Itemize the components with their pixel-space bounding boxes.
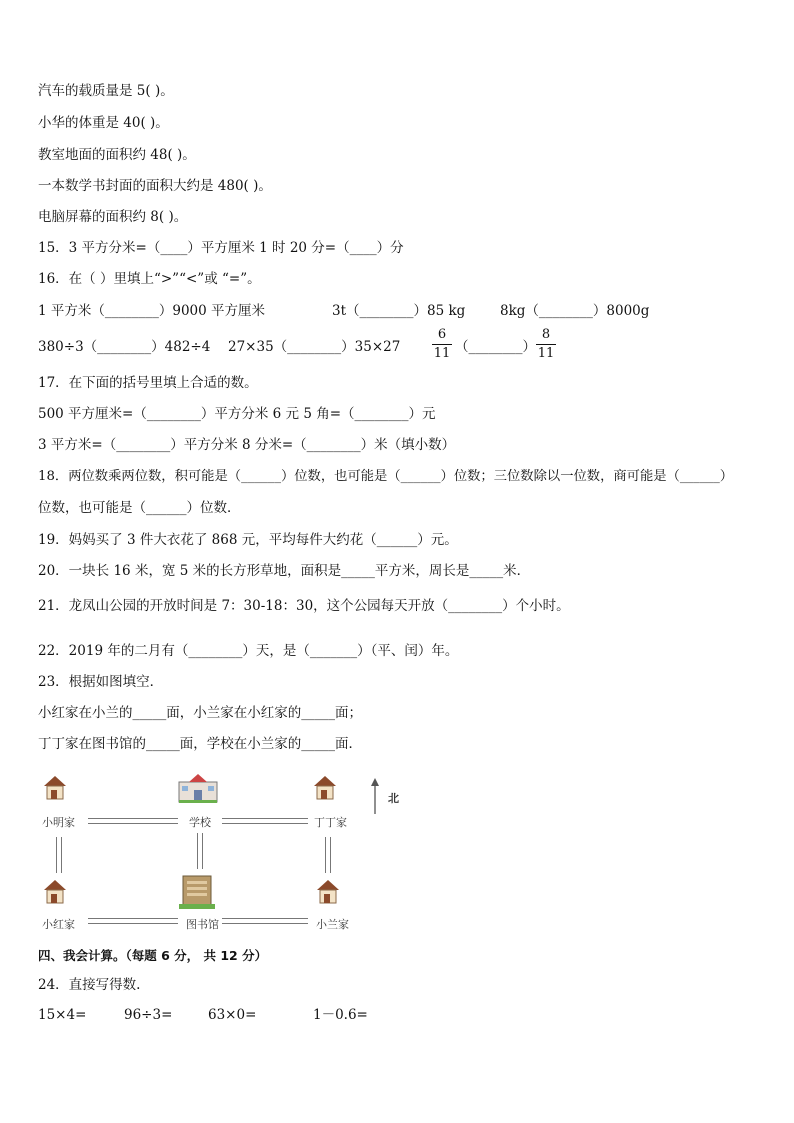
question-21: 21．龙凤山公园的开放时间是 7：30-18：30，这个公园每天开放（________）个小时。 — [38, 598, 570, 614]
school-icon — [177, 772, 219, 804]
unit-line-weight: 小华的体重是 40( )。 — [38, 115, 169, 131]
label-dingding: 丁丁家 — [314, 816, 347, 829]
q23-line-2: 丁丁家在图书馆的_____面，学校在小兰家的_____面． — [38, 736, 362, 752]
calc-item: 1－0.6= — [313, 1007, 368, 1023]
unit-line-truck: 汽车的载质量是 5( )。 — [38, 83, 174, 99]
house-icon — [42, 878, 68, 906]
road — [222, 918, 308, 924]
library-icon — [179, 872, 215, 910]
house-icon — [315, 878, 341, 906]
q16-item-1: 1 平方米（________）9000 平方厘米 — [38, 303, 266, 319]
question-24: 24．直接写得数. — [38, 977, 141, 993]
direction-map — [36, 770, 406, 935]
label-north: 北 — [388, 792, 399, 805]
question-23: 23．根据如图填空． — [38, 674, 164, 690]
unit-line-classroom: 教室地面的面积约 48( )。 — [38, 147, 196, 163]
fraction-8-11: $\frac{8}{11}$ — [537, 327, 555, 361]
label-library: 图书馆 — [186, 918, 219, 931]
question-15: 15．3 平方分米=（____）平方厘米 1 时 20 分=（____）分 — [38, 240, 404, 256]
q17-line-2: 3 平方米=（________）平方分米 8 分米=（________）米（填小数） — [38, 437, 456, 453]
label-xiaolan: 小兰家 — [316, 918, 349, 931]
road — [88, 818, 178, 824]
label-school: 学校 — [189, 816, 211, 829]
road — [88, 918, 178, 924]
calc-item: 15×4= — [38, 1007, 87, 1023]
question-18-line-1: 18．两位数乘两位数，积可能是（______）位数，也可能是（______）位数；三位数除以一位数，商可能是（______） — [38, 469, 734, 484]
q16-item-5: 27×35（________）35×27 — [228, 339, 401, 355]
q17-line-1: 500 平方厘米=（________）平方分米 6 元 5 角=（________）元 — [38, 406, 436, 422]
house-icon — [42, 774, 68, 802]
question-20: 20．一块长 16 米，宽 5 米的长方形草地，面积是_____平方米，周长是_____米． — [38, 563, 531, 579]
calc-item: 96÷3= — [124, 1007, 173, 1023]
question-18-line-2: 位数，也可能是（______）位数． — [38, 500, 241, 516]
question-17: 17．在下面的括号里填上合适的数。 — [38, 375, 258, 391]
q16-item-4: 380÷3（________）482÷4 — [38, 339, 211, 355]
north-arrow-icon — [370, 776, 380, 816]
road — [222, 818, 308, 824]
question-16: 16．在（ ）里填上“>”“<”或 “=”。 — [38, 271, 261, 287]
section-4-heading: 四、我会计算。（每题 6 分， 共 12 分） — [38, 948, 268, 963]
fraction-6-11: $\frac{6}{11}$ — [433, 327, 451, 361]
q16-item-6: （________） — [455, 339, 536, 355]
label-xiaohong: 小红家 — [42, 918, 75, 931]
q23-line-1: 小红家在小兰的_____面，小兰家在小红家的_____面； — [38, 705, 362, 721]
house-icon — [312, 774, 338, 802]
calc-item: 63×0= — [208, 1007, 257, 1023]
q16-item-3: 8kg（________）8000g — [500, 303, 650, 319]
unit-line-screen: 电脑屏幕的面积约 8( )。 — [38, 209, 188, 225]
q16-item-2: 3t（________）85 kg — [332, 303, 466, 319]
road — [325, 837, 331, 873]
road — [197, 833, 203, 869]
unit-line-book: 一本数学书封面的面积大约是 480( )。 — [38, 178, 272, 194]
question-19: 19．妈妈买了 3 件大衣花了 868 元，平均每件大约花（______）元。 — [38, 532, 458, 548]
road — [56, 837, 62, 873]
label-xiaoming: 小明家 — [42, 816, 75, 829]
question-22: 22．2019 年的二月有（________）天，是（_______）（平、闰）年。 — [38, 643, 459, 659]
